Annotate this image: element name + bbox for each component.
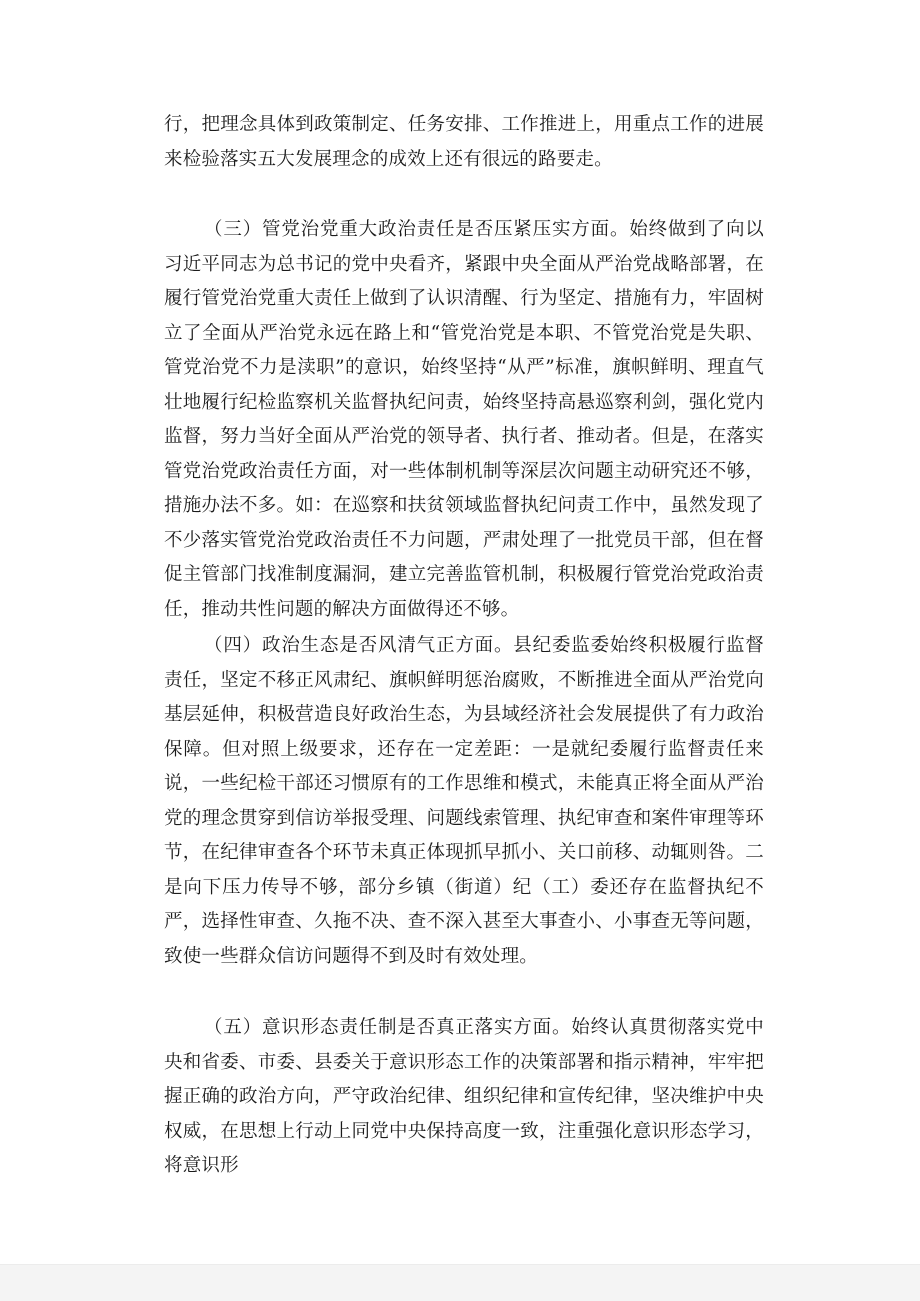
paragraph-section-4: （四）政治生态是否风清气正方面。县纪委监委始终积极履行监督责任，坚定不移正风肃纪、旗帜鲜明惩治腐败，不断推进全面从严治党向基层延伸，积极营造良好政治生态，为县域经济社会发展提供了有力政治保障。但对照上级要求，还存在一定差距：一是就纪委履行监督责任来说，一些纪检干部还习惯原有的工作思维和模式，未能真正将全面从严治党的理念贯穿到信访举报受理、问题线索管理、执纪审查和案件审理等环节，在纪律审查各个环节未真正体现抓早抓小、关口前移、动辄则咎。二是向下压力传导不够，部分乡镇（街道）纪（工）委还存在监督执纪不严，选择性审查、久拖不决、查不深入甚至大事查小、小事查无等问题，致使一些群众信访问题得不到及时有效处理。 [164,635,764,967]
paragraph-section-5: （五）意识形态责任制是否真正落实方面。始终认真贯彻落实党中央和省委、市委、县委关于意识形态工作的决策部署和指示精神，牢牢把握正确的政治方向，严守政治纪律、组织纪律和宣传纪律，坚决维护中央权威，在思想上行动上同党中央保持高度一致，注重强化意识形态学习，将意识形 [164,1017,764,1176]
paragraph-section-3: （三）管党治党重大政治责任是否压紧压实方面。始终做到了向以习近平同志为总书记的党中央看齐，紧跟中央全面从严治党战略部署，在履行管党治党重大责任上做到了认识清醒、行为坚定、措施有力，牢固树立了全面从严治党永远在路上和“管党治党是本职、不管党治党是失职、管党治党不力是渎职”的意识，始终坚持“从严”标准，旗帜鲜明、理直气壮地履行纪检监察机关监督执纪问责，始终坚持高悬巡察利剑，强化党内监督，努力当好全面从严治党的领导者、执行者、推动者。但是，在落实管党治党政治责任方面，对一些体制机制等深层次问题主动研究还不够，措施办法不多。如：在巡察和扶贫领域监督执纪问责工作中，虽然发现了不少落实管党治党政治责任不力问题，严肃处理了一批党员干部，但在督促主管部门找准制度漏洞，建立完善监管机制，积极履行管党治党政治责任，推动共性问题的解决方面做得还不够。 [164,219,764,620]
paragraph-continuation: 行，把理念具体到政策制定、任务安排、工作推进上，用重点工作的进展来检验落实五大发展理念的成效上还有很远的路要走。 [164,114,764,170]
page-footer-bar [0,1264,920,1301]
